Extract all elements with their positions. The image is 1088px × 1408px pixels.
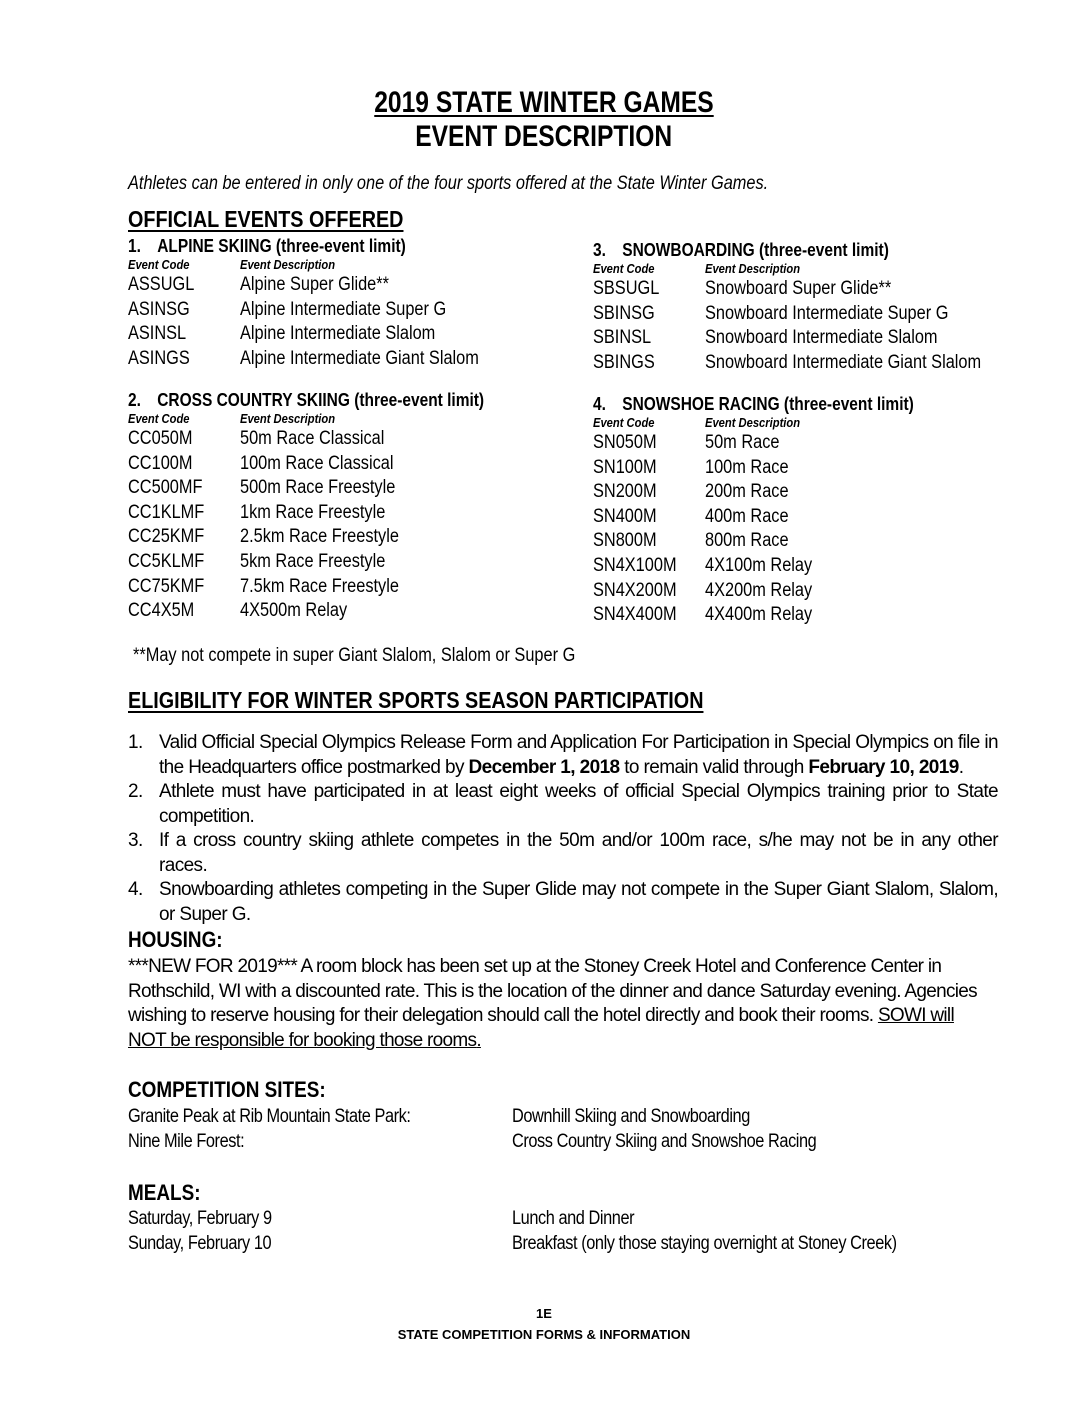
event-row: ASSUGL Alpine Super Glide** <box>128 274 389 295</box>
competition-sites-heading: COMPETITION SITES: <box>128 1077 326 1102</box>
eligibility-list <box>128 731 998 927</box>
event-code-header: Event Code <box>593 415 655 430</box>
events-heading: OFFICIAL EVENTS OFFERED <box>128 206 404 232</box>
event-row: SBSUGL Snowboard Super Glide** <box>593 278 892 299</box>
event-row: CC25KMF 2.5km Race Freestyle <box>128 526 399 548</box>
site-row: Granite Peak at Rib Mountain State Park: Downhill Skiing and Snowboarding <box>128 1106 750 1127</box>
column-headers <box>128 411 568 428</box>
events-footnote: **May not compete in super Giant Slalom, Slalom or Super G <box>133 645 576 666</box>
sport-cross-country-skiing <box>128 390 568 625</box>
sport-heading: 3. SNOWBOARDING (three-event limit) <box>593 240 889 260</box>
event-row: CC500MF 500m Race Freestyle <box>128 477 396 499</box>
housing-disclaimer: SOWI will NOT be responsible for booking those rooms <box>128 1005 954 1051</box>
eligibility-heading: ELIGIBILITY FOR WINTER SPORTS SEASON PARTICIPATION <box>128 687 704 713</box>
eligibility-item: 1. Valid Official Special Olympics Release Form and Application For Participation in Special Olympics on file in the Headquarters office postmarked by December 1, 2018 to remain valid through February 10, 2019. <box>128 732 998 778</box>
column-headers <box>593 415 1053 432</box>
event-description-header: Event Description <box>705 415 801 430</box>
sport-snowboarding <box>593 240 1053 376</box>
meal-row: Saturday, February 9 Lunch and Dinner <box>128 1208 635 1229</box>
event-row: SN4X400M 4X400m Relay <box>593 604 813 626</box>
sport-heading: 2. CROSS COUNTRY SKIING (three-event limit) <box>128 390 485 410</box>
event-row: CC100M 100m Race Classical <box>128 452 394 474</box>
event-code-header: Event Code <box>593 261 655 276</box>
column-headers <box>593 261 1053 278</box>
eligibility-item: 3. If a cross country skiing athlete competes in the 50m and/or 100m race, s/he may not be in any other races. <box>128 830 998 876</box>
sport-alpine-skiing <box>128 236 568 372</box>
sport-snowshoe-racing <box>593 394 1053 629</box>
event-row: SN100M 100m Race <box>593 456 789 478</box>
event-code-header: Event Code <box>128 411 190 426</box>
event-row: SBINSG Snowboard Intermediate Super G <box>593 302 949 324</box>
event-row: SN4X200M 4X200m Relay <box>593 579 813 601</box>
event-row: CC1KLMF 1km Race Freestyle <box>128 501 386 523</box>
footer-label: STATE COMPETITION FORMS & INFORMATION <box>397 1327 691 1342</box>
competition-sites-table <box>128 1106 1008 1155</box>
event-row: ASINSL Alpine Intermediate Slalom <box>128 323 436 345</box>
sport-heading: 1. ALPINE SKIING (three-event limit) <box>128 236 406 256</box>
event-row: SN200M 200m Race <box>593 481 789 503</box>
event-row: ASINSG Alpine Intermediate Super G <box>128 298 447 320</box>
event-row: CC4X5M 4X500m Relay <box>128 600 348 622</box>
event-description-header: Event Description <box>705 261 801 276</box>
event-row: SN400M 400m Race <box>593 505 789 527</box>
event-row: CC050M 50m Race Classical <box>128 428 385 449</box>
eligibility-item: 4. Snowboarding athletes competing in the Super Glide may not compete in the Super Giant Slalom, Slalom, or Super G. <box>128 879 998 925</box>
event-row: SBINGS Snowboard Intermediate Giant Slalom <box>593 351 982 373</box>
event-row: CC5KLMF 5km Race Freestyle <box>128 550 386 572</box>
event-row: SBINSL Snowboard Intermediate Slalom <box>593 327 938 349</box>
document-title: 2019 STATE WINTER GAMES <box>374 86 714 119</box>
site-row: Nine Mile Forest: Cross Country Skiing and Snowshoe Racing <box>128 1130 817 1152</box>
eligibility-item: 2. Athlete must have participated in at least eight weeks of official Special Olympics training prior to State competition. <box>128 781 998 827</box>
event-row: SN050M 50m Race <box>593 432 780 453</box>
housing-text: ***NEW FOR 2019*** A room block has been set up at the Stoney Creek Hotel and Conference Center in Rothschild, WI with a discounted rate. This is the location of the dinner and dance Saturday evening. Agencies wishing to reserve housing for their delegation should call the hotel directly and book their rooms. SOWI will NOT be responsible for booking those rooms. <box>128 956 977 1051</box>
page-number: 1E <box>536 1306 552 1321</box>
event-description-header: Event Description <box>240 257 336 272</box>
sport-heading: 4. SNOWSHOE RACING (three-event limit) <box>593 394 914 414</box>
meals-table <box>128 1208 1008 1257</box>
event-row: CC75KMF 7.5km Race Freestyle <box>128 575 399 597</box>
meals-heading: MEALS: <box>128 1180 201 1205</box>
document-subtitle: EVENT DESCRIPTION <box>415 120 673 153</box>
event-row: SN800M 800m Race <box>593 530 789 552</box>
event-description-header: Event Description <box>240 411 336 426</box>
event-row: SN4X100M 4X100m Relay <box>593 554 813 576</box>
event-row: ASINGS Alpine Intermediate Giant Slalom <box>128 347 479 369</box>
meal-row: Sunday, February 10 Breakfast (only those staying overnight at Stoney Creek) <box>128 1232 897 1254</box>
intro-text: Athletes can be entered in only one of the four sports offered at the State Winter Games. <box>128 173 769 194</box>
column-headers <box>128 257 568 274</box>
housing-heading: HOUSING: <box>128 927 223 952</box>
event-code-header: Event Code <box>128 257 190 272</box>
